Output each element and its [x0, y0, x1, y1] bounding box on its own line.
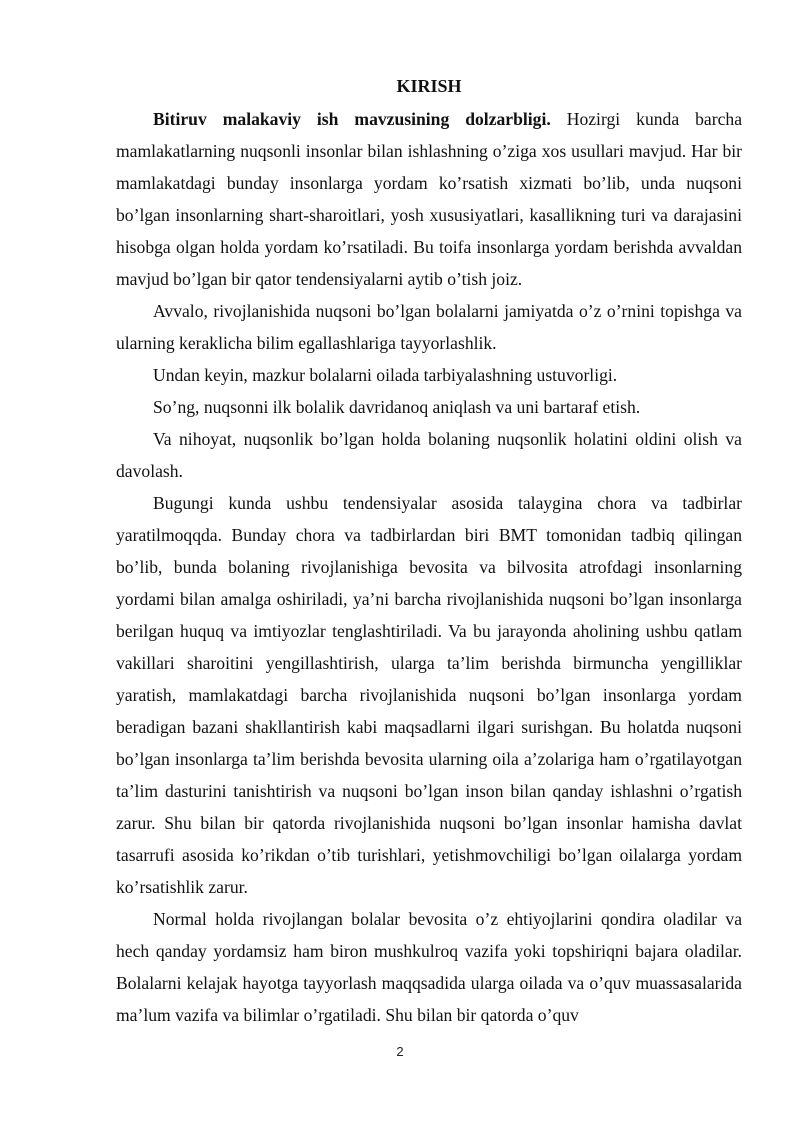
- paragraph-trend-third: So’ng, nuqsonni ilk bolalik davridanoq aniqlash va uni bartaraf etish.: [153, 397, 641, 417]
- section-heading: KIRISH: [396, 76, 462, 96]
- paragraph-normal-development: Normal holda rivojlangan bolalar bevosita o’z ehtiyojlarini qondira oladilar va hech qanday yordamsiz ham biron mushkulroq vazifa yoki topshiriqni bajara oladilar. Bolalarni kelajak hayotga tayyorlash maqqsadida ularga oilada va o’quv muassasalarida ma’lum vazifa va bilimlar o’rgatiladi. Shu bilan bir qatorda o’quv: [116, 909, 742, 1025]
- page-number: 2: [396, 1044, 404, 1059]
- paragraph-trend-fourth: Va nihoyat, nuqsonlik bo’lgan holda bolaning nuqsonlik holatini oldini olish va davolash.: [116, 429, 742, 481]
- paragraph-trend-first: Avvalo, rivojlanishida nuqsoni bo’lgan bolalarni jamiyatda o’z o’rnini topishga va ularning keraklicha bilim egallashlariga tayyorlashlik.: [116, 301, 742, 353]
- paragraph-measures: Bugungi kunda ushbu tendensiyalar asosida talaygina chora va tadbirlar yaratilmoqqda. Bunday chora va tadbirlardan biri BMT tomonidan tadbiq qilingan bo’lib, bunda bolaning rivojlanishiga bevosita va bilvosita atrofdagi insonlarning yordami bilan amalga oshiriladi, ya’ni barcha rivojlanishida nuqsoni bo’lgan insonlarga berilgan huquq va imtiyozlar tenglashtiriladi. Va bu jarayonda aholining ushbu qatlam vakillari sharoitini yengillashtirish, ularga ta’lim berishda birmuncha yengilliklar yaratish, mamlakatdagi barcha rivojlanishida nuqsoni bo’lgan insonlarga yordam beradigan bazani shakllantirish kabi maqsadlarni ilgari surishgan. Bu holatda nuqsoni bo’lgan insonlarga ta’lim berishda bevosita ularning oila a’zolariga ham o’rgatilayotgan ta’lim dasturini tanishtirish va nuqsoni bo’lgan inson bilan qanday ishlashni o’rgatish zarur. Shu bilan bir qatorda rivojlanishida nuqsoni bo’lgan insonlar hamisha davlat tasarrufi asosida ko’rikdan o’tib turishlari, yetishmovchiligi bo’lgan oilalarga yordam ko’rsatishlik zarur.: [116, 493, 742, 897]
- paragraph-text: Hozirgi kunda barcha mamlakatlarning nuqsonli insonlar bilan ishlashning o’ziga xos usullari mavjud. Har bir mamlakatdagi bunday insonlarga yordam ko’rsatish xizmati bo’lib, unda nuqsoni bo’lgan insonlarning shart-sharoitlari, yosh xususiyatlari, kasallikning turi va darajasini hisobga olgan holda yordam ko’rsatiladi. Bu toifa insonlarga yordam berishda avvaldan mavjud bo’lgan bir qator tendensiyalarni aytib o’tish joiz.: [116, 109, 743, 289]
- paragraph-relevance: [116, 103, 742, 295]
- paragraph-trend-second: Undan keyin, mazkur bolalarni oilada tarbiyalashning ustuvorligi.: [153, 365, 618, 385]
- relevance-lead: Bitiruv malakaviy ish mavzusining dolzarbligi.: [153, 109, 551, 129]
